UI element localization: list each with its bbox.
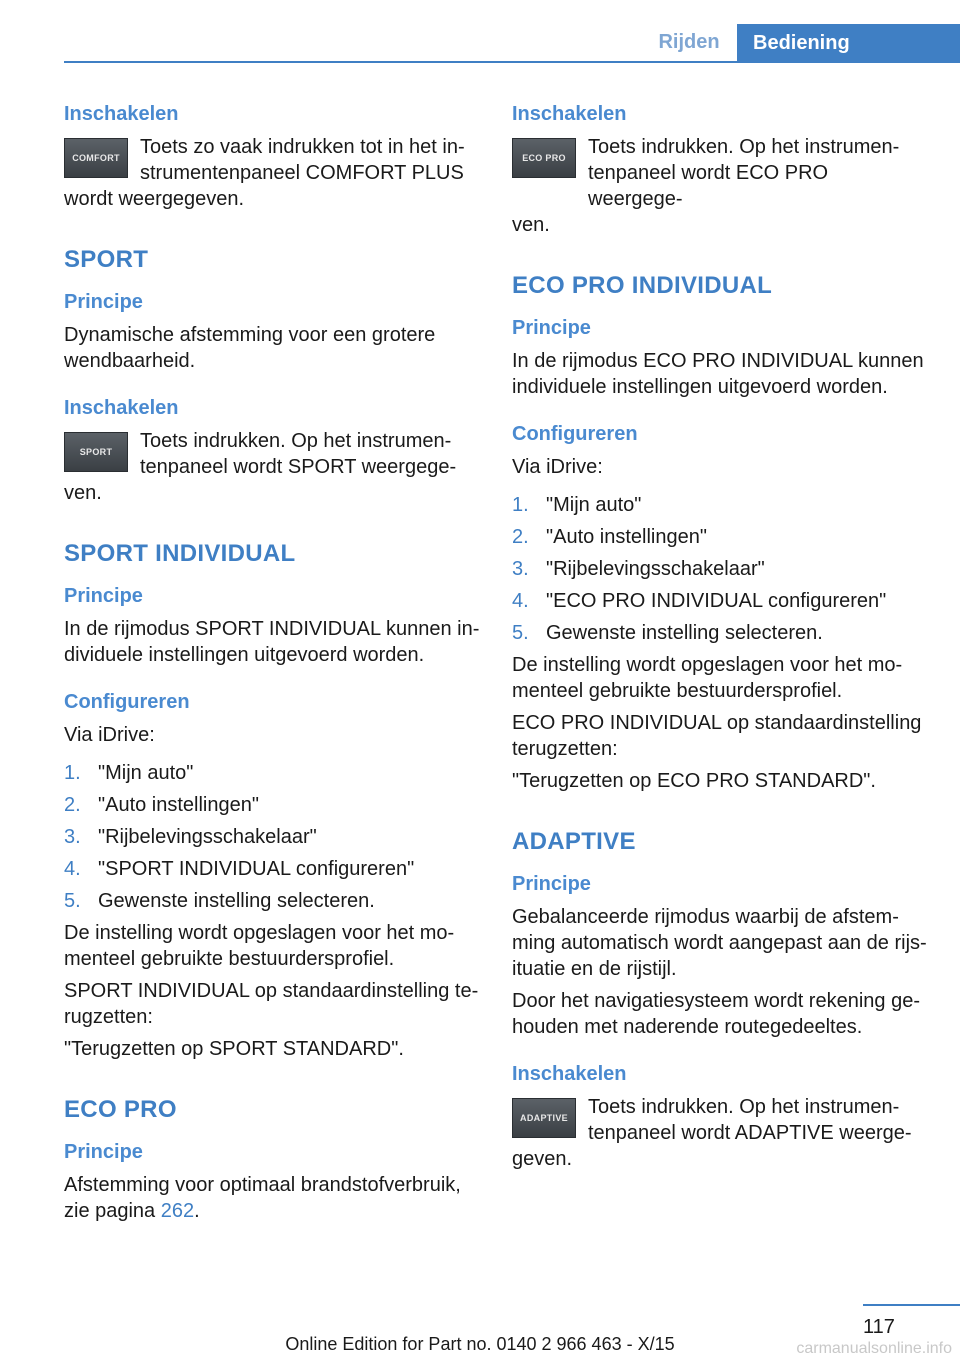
heading-sport: SPORT [64,246,149,273]
list-item: 2. "Auto instellingen" [512,526,707,548]
edition-line: Online Edition for Part no. 0140 2 966 463 - X/15 [285,1334,675,1354]
subheading-configureren: Configureren [64,691,190,713]
subheading-principe: Principe [512,873,591,895]
subheading-principe: Principe [64,585,143,607]
left-column: Inschakelen COMFORT Toets zo vaak indrukken tot in het in- strumentenpaneel COMFORT PLUS wordt weergegeven. SPORT Principe Dynamische afstemming voor een grotere wendbaarheid. Inschakelen SPORT Toets indrukken. Op het instrumen- tenpaneel wordt SPORT weergege- ven. SPORT INDIVIDUAL Principe In de rijmodus SPORT INDIVIDUAL kunnen in- dividuele instellingen uitgevoerd worden. Configureren Via iDrive: 1. "Mijn auto" 2. "Auto instellingen" 3. "Rijbelevingsschakelaar" 4. "SPORT INDIVIDUAL configureren" 5. Gewenste instelling selecteren. De instelling wordt opgeslagen voor het mo- menteel gebruikte bestuurdersprofiel. SPORT INDIVIDUAL op standaardinstelling te- rugzetten: "Terugzetten op SPORT STANDARD". ECO PRO Principe Afstemming voor optimaal brandstofverbruik, zie pagina 262. [64,100,480,1224]
subheading-principe: Principe [512,317,591,339]
list-item: 2. "Auto instellingen" [64,794,259,816]
tab-rijden[interactable]: Rijden [658,31,720,53]
subheading-principe: Principe [64,1141,143,1163]
subheading-inschakelen-comfort: Inschakelen [64,103,179,125]
watermark: carmanualsonline.info [796,1340,952,1357]
list-item: 5. Gewenste instelling selecteren. [64,890,375,912]
comfort-button-icon: COMFORT [64,138,128,178]
subheading-inschakelen: Inschakelen [64,397,179,419]
page-number: 117 [863,1316,895,1338]
subheading-principe: Principe [64,291,143,313]
sport-individual-steps [64,760,480,914]
subheading-inschakelen: Inschakelen [512,1063,627,1085]
page-link-262[interactable]: 262 [160,1200,195,1222]
list-item: 1. "Mijn auto" [512,494,642,516]
sport-instruction: SPORT Toets indrukken. Op het instrumen- tenpaneel wordt SPORT weergege- ven. [64,430,457,504]
sport-button-icon: SPORT [64,432,128,472]
header-rule [64,61,960,63]
heading-eco-pro: ECO PRO [64,1096,177,1123]
footer-rule [863,1304,960,1306]
list-item: 3. "Rijbelevingsschakelaar" [64,826,317,848]
comfort-instruction: COMFORT Toets zo vaak indrukken tot in het in- strumentenpaneel COMFORT PLUS wordt weergegeven. [64,136,465,210]
heading-sport-individual: SPORT INDIVIDUAL [64,540,296,567]
subheading-configureren: Configureren [512,423,638,445]
heading-eco-pro-individual: ECO PRO INDIVIDUAL [512,272,773,299]
subheading-inschakelen-eco: Inschakelen [512,103,627,125]
list-item: 3. "Rijbelevingsschakelaar" [512,558,765,580]
list-item: 4. "SPORT INDIVIDUAL configureren" [64,858,415,880]
list-item: 1. "Mijn auto" [64,762,194,784]
eco-pro-button-icon: ECO PRO [512,138,576,178]
heading-adaptive: ADAPTIVE [512,828,636,855]
right-column: Inschakelen ECO PRO Toets indrukken. Op het instrumen- tenpaneel wordt ECO PRO weergege- ven. ECO PRO INDIVIDUAL Principe In de rijmodus ECO PRO INDIVIDUAL kunnen individuele instellingen uitgevoerd worden. Configureren Via iDrive: 1. "Mijn auto" 2. "Auto instellingen" 3. "Rijbelevingsschakelaar" 4. "ECO PRO INDIVIDUAL configureren" 5. Gewenste instelling selecteren. De instelling wordt opgeslagen voor het mo- menteel gebruikte bestuurdersprofiel. ECO PRO INDIVIDUAL op standaardinstelling terugzetten: "Terugzetten op ECO PRO STANDARD". ADAPTIVE Principe Gebalanceerde rijmodus waarbij de afstem- ming automatisch wordt aangepast aan de rijs- ituatie en de rijstijl. Door het navigatiesysteem wordt rekening ge- houden met naderende routegedeeltes. Inschakelen ADAPTIVE Toets indrukken. Op het instrumen- tenpaneel wordt ADAPTIVE weerge- geven. [512,100,928,1172]
tab-bediening[interactable]: Bediening [737,24,960,63]
page-header [0,0,960,64]
adaptive-instruction: ADAPTIVE Toets indrukken. Op het instrumen- tenpaneel wordt ADAPTIVE weerge- geven. [512,1096,912,1170]
eco-pro-individual-steps [512,492,928,646]
list-item: 4. "ECO PRO INDIVIDUAL configureren" [512,590,887,612]
adaptive-button-icon: ADAPTIVE [512,1098,576,1138]
eco-pro-instruction: ECO PRO Toets indrukken. Op het instrumen- tenpaneel wordt ECO PRO weergege- ven. [512,136,900,236]
list-item: 5. Gewenste instelling selecteren. [512,622,823,644]
